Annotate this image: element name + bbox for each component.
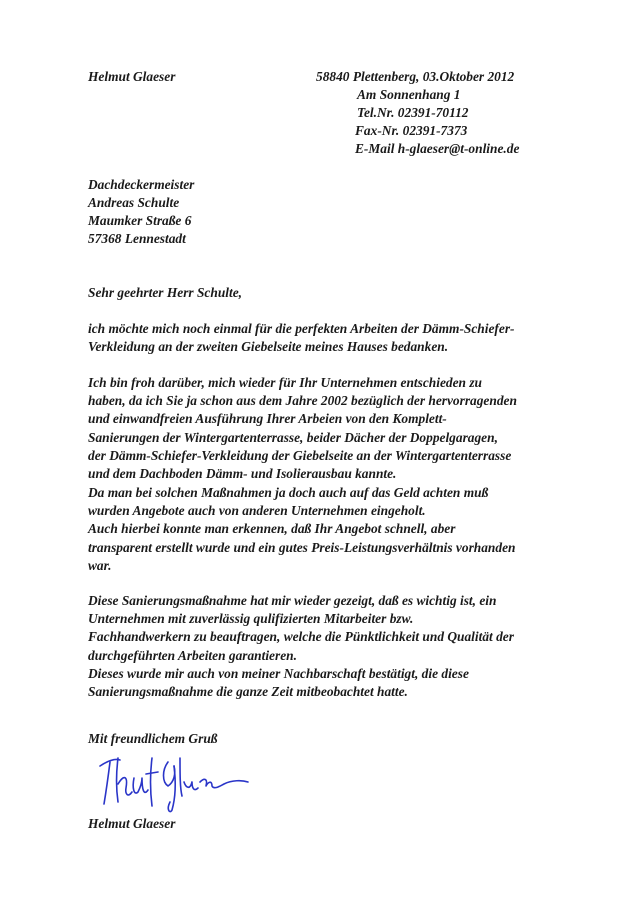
paragraph-line: der Dämm-Schiefer-Verkleidung der Giebelseite an der Wintergartenterrasse	[88, 447, 512, 463]
recipient-city: 57368 Lennestadt	[88, 231, 186, 246]
paragraph-line: Fachhandwerkern zu beauftragen, welche die Pünktlichkeit und Qualität der	[88, 629, 514, 645]
signature-strokes	[100, 758, 248, 812]
recipient-name: Andreas Schulte	[88, 195, 180, 210]
paragraph-line: Sanierungsmaßnahme die ganze Zeit mitbeobachtet hatte.	[88, 684, 408, 700]
paragraph-line: haben, da ich Sie ja schon aus dem Jahre 2002 bezüglich der hervorragenden	[88, 393, 517, 409]
sender-email: E-Mail h-glaeser@t-online.de	[355, 141, 520, 156]
recipient-title: Dachdeckermeister	[88, 177, 195, 192]
paragraph-offers	[88, 484, 588, 575]
place-date: 58840 Plettenberg, 03.Oktober 2012	[316, 69, 515, 84]
handwritten-signature	[96, 752, 256, 814]
salutation: Sehr geehrter Herr Schulte,	[88, 285, 243, 300]
sender-street: Am Sonnenhang 1	[357, 87, 461, 102]
paragraph-line: Auch hierbei konnte man erkennen, daß Ihr Angebot schnell, aber	[88, 521, 456, 537]
paragraph-history	[88, 374, 588, 483]
paragraph-line: Sanierungen der Wintergartenterrasse, beider Dächer der Doppelgaragen,	[88, 429, 498, 445]
paragraph-line: transparent erstellt wurde und ein gutes Preis-Leistungsverhältnis vorhanden	[88, 539, 516, 555]
paragraph-line: wurden Angebote auch von anderen Unternehmen eingeholt.	[88, 503, 426, 519]
paragraph-line: Diese Sanierungsmaßnahme hat mir wieder gezeigt, daß es wichtig ist, ein	[88, 593, 497, 608]
recipient-street: Maumker Straße 6	[88, 213, 192, 228]
paragraph-line: und einwandfreien Ausführung Ihrer Arbeien von den Komplett-	[88, 411, 447, 427]
closing: Mit freundlichem Gruß	[88, 731, 218, 746]
paragraph-line: Unternehmen mit zuverlässig qulifizierten Mitarbeiter bzw.	[88, 611, 414, 627]
sender-name: Helmut Glaeser	[88, 69, 176, 84]
signature-name: Helmut Glaeser	[88, 816, 176, 831]
paragraph-line: durchgeführten Arbeiten garantieren.	[88, 647, 297, 663]
paragraph-line: Verkleidung an der zweiten Giebelseite meines Hauses bedanken.	[88, 339, 449, 355]
paragraph-line: und dem Dachboden Dämm- und Isolierausbau kannte.	[88, 466, 397, 482]
paragraph-line: ich möchte mich noch einmal für die perfekten Arbeiten der Dämm-Schiefer-	[88, 321, 515, 336]
paragraph-conclusion	[88, 592, 588, 701]
paragraph-line: Da man bei solchen Maßnahmen ja doch auch auf das Geld achten muß	[88, 485, 489, 500]
paragraph-line: war.	[88, 557, 112, 573]
sender-tel: Tel.Nr. 02391-70112	[357, 105, 469, 120]
paragraph-line: Dieses wurde mir auch von meiner Nachbarschaft bestätigt, die diese	[88, 665, 469, 681]
sender-fax: Fax-Nr. 02391-7373	[355, 123, 468, 138]
paragraph-thanks	[88, 320, 588, 356]
paragraph-line: Ich bin froh darüber, mich wieder für Ihr Unternehmen entschieden zu	[88, 375, 482, 390]
